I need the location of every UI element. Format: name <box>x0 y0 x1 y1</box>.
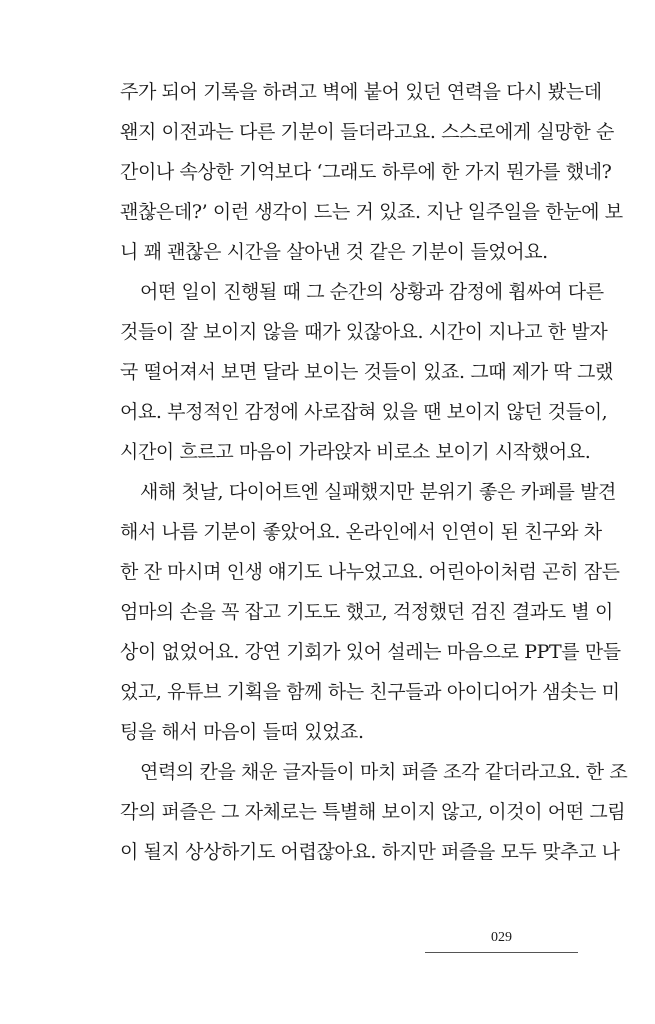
text-line: 것들이 잘 보이지 않을 때가 있잖아요. 시간이 지나고 한 발자 <box>120 321 608 343</box>
text-line: 어떤 일이 진행될 때 그 순간의 상황과 감정에 휩싸여 다른 <box>140 281 604 303</box>
text-line: 새해 첫날, 다이어트엔 실패했지만 분위기 좋은 카페를 발견 <box>140 481 617 503</box>
text-line: 간이나 속상한 기억보다 ‘그래도 하루에 한 가지 뭔가를 했네? <box>120 161 612 183</box>
text-line: 주가 되어 기록을 하려고 벽에 붙어 있던 연력을 다시 봤는데 <box>120 81 602 103</box>
text-line: 상이 없었어요. 강연 기회가 있어 설레는 마음으로 PPT를 만들 <box>120 641 621 663</box>
body-text <box>120 72 628 872</box>
footer-divider <box>425 952 578 953</box>
text-line: 시간이 흐르고 마음이 가라앉자 비로소 보이기 시작했어요. <box>120 441 591 463</box>
text-line: 연력의 칸을 채운 글자들이 마치 퍼즐 조각 같더라고요. 한 조 <box>140 761 628 783</box>
text-line: 었고, 유튜브 기획을 함께 하는 친구들과 아이디어가 샘솟는 미 <box>120 681 620 703</box>
text-line: 한 잔 마시며 인생 얘기도 나누었고요. 어린아이처럼 곤히 잠든 <box>120 561 620 583</box>
text-line: 어요. 부정적인 감정에 사로잡혀 있을 땐 보이지 않던 것들이, <box>120 401 608 423</box>
page-number: 029 <box>491 930 512 945</box>
text-line: 엄마의 손을 꼭 잡고 기도도 했고, 걱정했던 검진 결과도 별 이 <box>120 601 613 623</box>
text-line: 괜찮은데?’ 이런 생각이 드는 거 있죠. 지난 일주일을 한눈에 보 <box>120 201 623 223</box>
text-line: 국 떨어져서 보면 달라 보이는 것들이 있죠. 그때 제가 딱 그랬 <box>120 361 613 383</box>
text-line: 니 꽤 괜찮은 시간을 살아낸 것 같은 기분이 들었어요. <box>120 241 548 263</box>
text-line: 이 될지 상상하기도 어렵잖아요. 하지만 퍼즐을 모두 맞추고 나 <box>120 841 620 863</box>
text-line: 왠지 이전과는 다른 기분이 들더라고요. 스스로에게 실망한 순 <box>120 121 614 143</box>
text-line: 각의 퍼즐은 그 자체로는 특별해 보이지 않고, 이것이 어떤 그림 <box>120 801 626 823</box>
text-line: 팅을 해서 마음이 들떠 있었죠. <box>120 721 364 743</box>
text-line: 해서 나름 기분이 좋았어요. 온라인에서 인연이 된 친구와 차 <box>120 521 602 543</box>
